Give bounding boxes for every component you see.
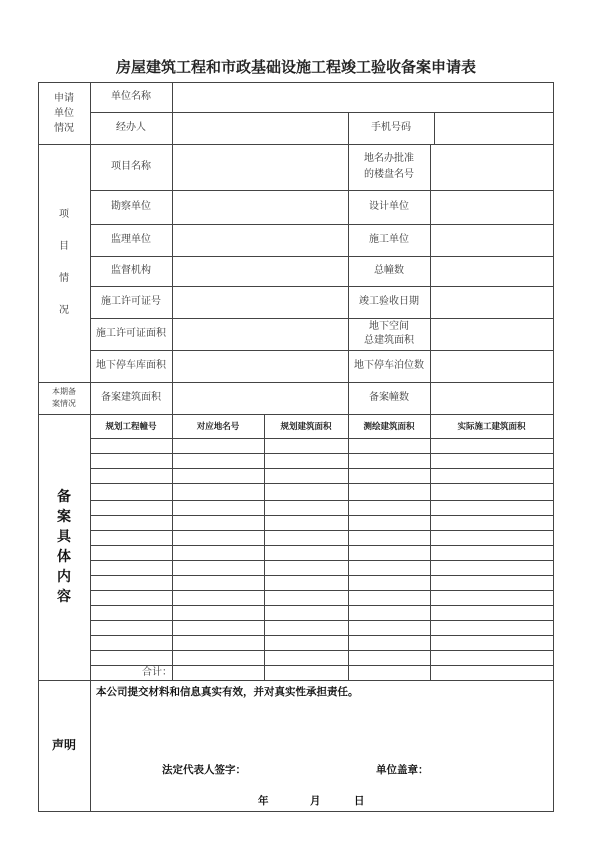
section-declaration <box>38 680 90 811</box>
label-supervision-unit: 监理单位 <box>111 234 151 245</box>
handler-field[interactable] <box>173 113 348 144</box>
line <box>90 620 554 621</box>
label-permit-no: 施工许可证号 <box>101 296 161 307</box>
section-project-char: 项 <box>59 209 69 220</box>
line <box>90 560 554 561</box>
section-content-char: 具 <box>57 529 71 545</box>
line <box>38 680 554 681</box>
section-project <box>38 144 90 382</box>
line <box>172 414 173 680</box>
label-approved-name-line2: 的楼盘名号 <box>364 169 414 180</box>
line <box>348 414 349 680</box>
label-record-buildings: 备案幢数 <box>369 392 409 403</box>
section-content-char: 备 <box>57 489 71 505</box>
line <box>90 605 554 606</box>
section-content-char: 内 <box>57 569 71 585</box>
line <box>430 414 431 680</box>
date-year-label: 年 <box>258 795 269 807</box>
label-parking-spaces: 地下停车泊位数 <box>354 360 424 371</box>
section-project-char: 目 <box>59 241 69 252</box>
phone-field[interactable] <box>435 113 553 144</box>
section-applicant-line: 单位 <box>54 107 74 119</box>
label-underground-line1: 地下空间 <box>369 321 409 332</box>
project-name-field[interactable] <box>173 145 348 190</box>
seal-label: 单位盖章： <box>376 764 429 776</box>
construction-unit-field[interactable] <box>431 225 553 256</box>
label-unit-name: 单位名称 <box>111 91 151 102</box>
section-content-char: 体 <box>57 549 71 565</box>
label-underground-area <box>348 318 430 350</box>
supervision-unit-field[interactable] <box>173 225 348 256</box>
line <box>90 438 554 439</box>
section-content-char: 案 <box>57 509 71 525</box>
line <box>90 650 554 651</box>
label-supervision-agency: 监督机构 <box>111 265 151 276</box>
section-applicant-line: 情况 <box>54 122 74 134</box>
supervision-agency-field[interactable] <box>173 257 348 286</box>
line <box>264 414 265 680</box>
line <box>90 545 554 546</box>
line <box>553 82 554 812</box>
table-header: 测绘建筑面积 <box>363 422 415 432</box>
label-underground-line2: 总建筑面积 <box>364 335 414 346</box>
line <box>90 515 554 516</box>
line <box>90 590 554 591</box>
label-project-name: 项目名称 <box>111 161 151 172</box>
table-header: 规划工程幢号 <box>105 422 157 432</box>
approved-name-field[interactable] <box>431 145 553 190</box>
unit-name-field[interactable] <box>173 83 553 112</box>
section-applicant-line: 申请 <box>54 92 74 104</box>
line <box>90 468 554 469</box>
garage-area-field[interactable] <box>173 351 348 382</box>
line <box>90 483 554 484</box>
section-record-line: 本期备 <box>52 387 76 396</box>
date-day-label: 日 <box>354 795 365 807</box>
line <box>90 530 554 531</box>
permit-area-field[interactable] <box>173 319 348 350</box>
acceptance-date-field[interactable] <box>431 287 553 318</box>
parking-spaces-field[interactable] <box>431 351 553 382</box>
section-content <box>38 414 90 680</box>
label-construction-unit: 施工单位 <box>369 234 409 245</box>
section-record-line: 案情况 <box>52 399 76 408</box>
section-content-char: 容 <box>57 589 71 605</box>
table-header: 规划建筑面积 <box>280 422 332 432</box>
label-handler: 经办人 <box>116 122 146 133</box>
underground-area-field[interactable] <box>431 319 553 350</box>
label-phone: 手机号码 <box>371 122 411 133</box>
record-area-field[interactable] <box>173 383 348 414</box>
label-garage-area: 地下停车库面积 <box>96 360 166 371</box>
label-total-buildings: 总幢数 <box>374 265 404 276</box>
table-header: 对应地名号 <box>196 422 240 432</box>
label-approved-name <box>348 144 430 190</box>
record-buildings-field[interactable] <box>431 383 553 414</box>
label-permit-area: 施工许可证面积 <box>96 328 166 339</box>
section-project-char: 况 <box>59 305 69 316</box>
application-form <box>38 82 554 812</box>
label-approved-name-line1: 地名办批准 <box>364 153 414 164</box>
section-record <box>38 382 90 414</box>
line <box>90 575 554 576</box>
section-declaration-label: 声明 <box>51 738 76 752</box>
section-project-char: 情 <box>59 273 69 284</box>
line <box>90 453 554 454</box>
line <box>38 811 554 812</box>
total-label: 合计： <box>142 666 172 678</box>
survey-unit-field[interactable] <box>173 191 348 224</box>
section-applicant <box>38 82 90 144</box>
table-header: 实际施工建筑面积 <box>457 422 526 432</box>
label-survey-unit: 勘察单位 <box>111 201 151 212</box>
line <box>90 635 554 636</box>
date-month-label: 月 <box>310 795 321 807</box>
design-unit-field[interactable] <box>431 191 553 224</box>
rep-signature-label: 法定代表人签字： <box>162 764 246 776</box>
form-title: 房屋建筑工程和市政基础设施工程竣工验收备案申请表 <box>115 58 476 76</box>
line <box>90 500 554 501</box>
permit-no-field[interactable] <box>173 287 348 318</box>
label-acceptance-date: 竣工验收日期 <box>359 296 419 307</box>
declaration-text: 本公司提交材料和信息真实有效，并对真实性承担责任。 <box>96 686 359 698</box>
label-design-unit: 设计单位 <box>369 201 409 212</box>
label-record-area: 备案建筑面积 <box>101 392 161 403</box>
total-buildings-field[interactable] <box>431 257 553 286</box>
